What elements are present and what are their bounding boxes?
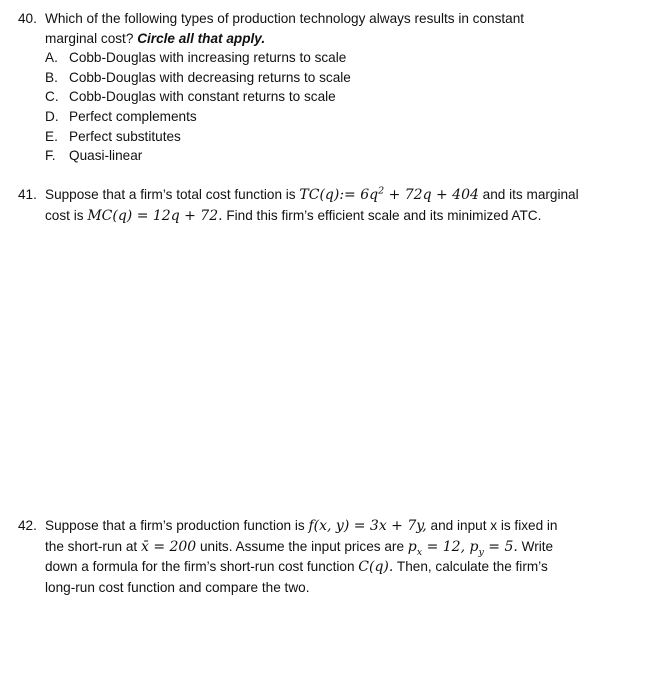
question-40-number: 40. <box>18 11 37 26</box>
option-f-letter: F. <box>45 148 56 164</box>
question-42-line-2-post: Write <box>517 538 554 554</box>
question-41-line-2 <box>18 206 638 227</box>
fixed-input-formula: x̄ = 200 <box>140 538 197 555</box>
option-e-letter: E. <box>45 128 58 144</box>
question-41-line-2-post: Find this firm’s efficient scale and its minimized ATC. <box>222 207 542 223</box>
price-y-value: = 5. <box>483 538 518 555</box>
option-c-text: Cobb-Douglas with constant returns to scale <box>69 89 336 105</box>
total-cost-formula <box>299 187 479 203</box>
question-42 <box>18 516 638 597</box>
question-42-line-4-text: long-run cost function and compare the two. <box>45 579 310 595</box>
question-42-line-3 <box>18 557 638 578</box>
question-40-text-line-2: marginal cost? <box>45 30 138 46</box>
option-b-letter: B. <box>45 69 58 85</box>
question-41-number: 41. <box>18 187 37 202</box>
question-42-text-pre: Suppose that a firm’s production function is <box>45 518 309 533</box>
price-y-subscript: y <box>478 546 484 558</box>
total-cost-rest: + 72q + 404 <box>384 187 479 203</box>
question-42-line-4 <box>18 578 638 598</box>
marginal-cost-formula: MC(q) = 12q + 72. <box>87 207 223 224</box>
question-41-text-post: and its marginal <box>478 187 579 202</box>
option-d <box>45 107 638 127</box>
option-b <box>45 68 638 88</box>
option-d-text: Perfect complements <box>69 108 197 124</box>
short-run-cost-formula: C(q). <box>358 559 394 576</box>
production-function-formula: f(x, y) = 3x + 7y, <box>308 518 427 534</box>
question-40-line-2 <box>18 29 638 49</box>
question-42-line-2-pre: the short-run at <box>45 538 141 554</box>
option-f <box>45 146 638 166</box>
price-y-base: p <box>469 538 479 555</box>
price-x-base: p <box>407 538 417 555</box>
total-cost-expr: TC(q):= 6q <box>299 187 379 203</box>
option-a <box>45 48 638 68</box>
option-e <box>45 127 638 147</box>
option-a-letter: A. <box>45 50 58 66</box>
question-40-options <box>18 48 638 166</box>
option-c <box>45 87 638 107</box>
question-40-text-line-1: Which of the following types of production technology always results in constant <box>45 11 525 26</box>
question-42-line-3-pre: down a formula for the firm’s short-run cost function <box>45 559 359 575</box>
question-42-line-2 <box>18 537 638 558</box>
question-40-instruction: Circle all that apply. <box>137 30 266 46</box>
question-40-line-1 <box>18 9 638 29</box>
input-prices-formula <box>407 538 518 558</box>
option-f-text: Quasi-linear <box>69 148 143 164</box>
question-41-text-pre: Suppose that a firm’s total cost function is <box>45 187 300 202</box>
total-cost-exponent: 2 <box>378 185 385 197</box>
price-x-subscript: x <box>416 546 423 558</box>
question-42-line-2-mid: units. Assume the input prices are <box>196 538 408 554</box>
question-40 <box>18 9 638 166</box>
option-d-letter: D. <box>45 108 59 124</box>
question-41-line-2-pre: cost is <box>45 207 88 223</box>
question-42-text-post: and input x is fixed in <box>426 518 558 533</box>
option-c-letter: C. <box>45 89 59 105</box>
question-42-number: 42. <box>18 518 37 533</box>
price-x-value: = 12, <box>422 538 470 555</box>
question-41 <box>18 185 638 226</box>
option-a-text: Cobb-Douglas with increasing returns to scale <box>69 50 347 66</box>
option-b-text: Cobb-Douglas with decreasing returns to scale <box>69 69 351 85</box>
question-42-line-1 <box>18 516 638 537</box>
question-41-line-1 <box>18 185 638 206</box>
option-e-text: Perfect substitutes <box>69 128 181 144</box>
question-42-line-3-post: Then, calculate the firm’s <box>393 559 548 575</box>
